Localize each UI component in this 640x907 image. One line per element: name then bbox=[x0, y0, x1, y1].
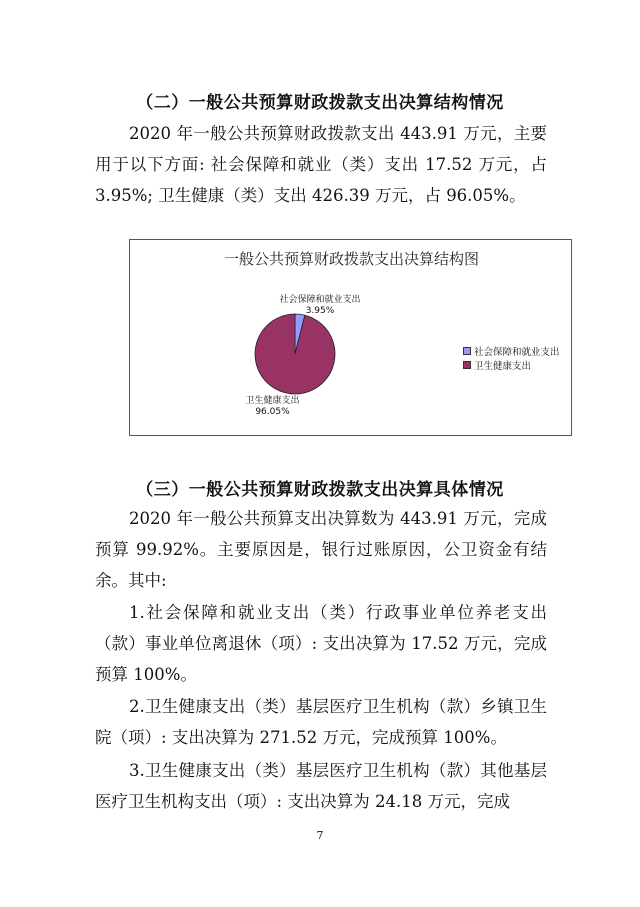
slice-label-name: 卫生健康支出 bbox=[245, 396, 300, 406]
slice-label-social-security bbox=[265, 295, 375, 317]
page-number: 7 bbox=[316, 829, 324, 842]
section-heading: （二）一般公共预算财政拨款支出决算结构情况 bbox=[136, 93, 504, 113]
legend-item bbox=[463, 358, 560, 372]
slice-label-name: 社会保障和就业支出 bbox=[279, 295, 361, 305]
chart-title: 一般公共预算财政拨款支出决算结构图 bbox=[223, 250, 479, 268]
body-paragraph: 2020 年一般公共预算支出决算数为 443.91 万元，完成预算 99.92%。主要原因是，银行过账原因，公卫资金有结余。其中: bbox=[95, 509, 547, 590]
slice-label-percent: 3.95% bbox=[305, 306, 335, 316]
pie-slice-health bbox=[255, 314, 335, 394]
list-item: 3.卫生健康支出（类）基层医疗卫生机构（款）其他基层医疗卫生机构支出（项）: 支出决算为 24.18 万元，完成 bbox=[95, 761, 547, 811]
legend-label: 社会保障和就业支出 bbox=[474, 347, 560, 358]
pie-chart-canvas bbox=[130, 240, 573, 437]
legend-item bbox=[463, 344, 560, 358]
pie-chart bbox=[129, 239, 572, 436]
chart-legend bbox=[463, 344, 560, 372]
list-item: 1.社会保障和就业支出（类）行政事业单位养老支出（款）事业单位离退休（项）: 支出决算为 17.52 万元，完成预算 100%。 bbox=[95, 603, 547, 684]
list-item: 2.卫生健康支出（类）基层医疗卫生机构（款）乡镇卫生院（项）: 支出决算为 271.52 万元，完成预算 100%。 bbox=[95, 697, 547, 747]
section-heading: （三）一般公共预算财政拨款支出决算具体情况 bbox=[136, 480, 504, 500]
body-paragraph: 2020 年一般公共预算财政拨款支出 443.91 万元，主要用于以下方面: 社会保障和就业（类）支出 17.52 万元，占 3.95%; 卫生健康（类）支出 426.39 万元，占 96.05%。 bbox=[95, 124, 547, 205]
slice-label-percent: 96.05% bbox=[255, 407, 290, 417]
legend-label: 卫生健康支出 bbox=[474, 361, 532, 372]
slice-label-health bbox=[230, 396, 315, 418]
legend-swatch bbox=[463, 347, 471, 355]
legend-swatch bbox=[463, 361, 471, 369]
